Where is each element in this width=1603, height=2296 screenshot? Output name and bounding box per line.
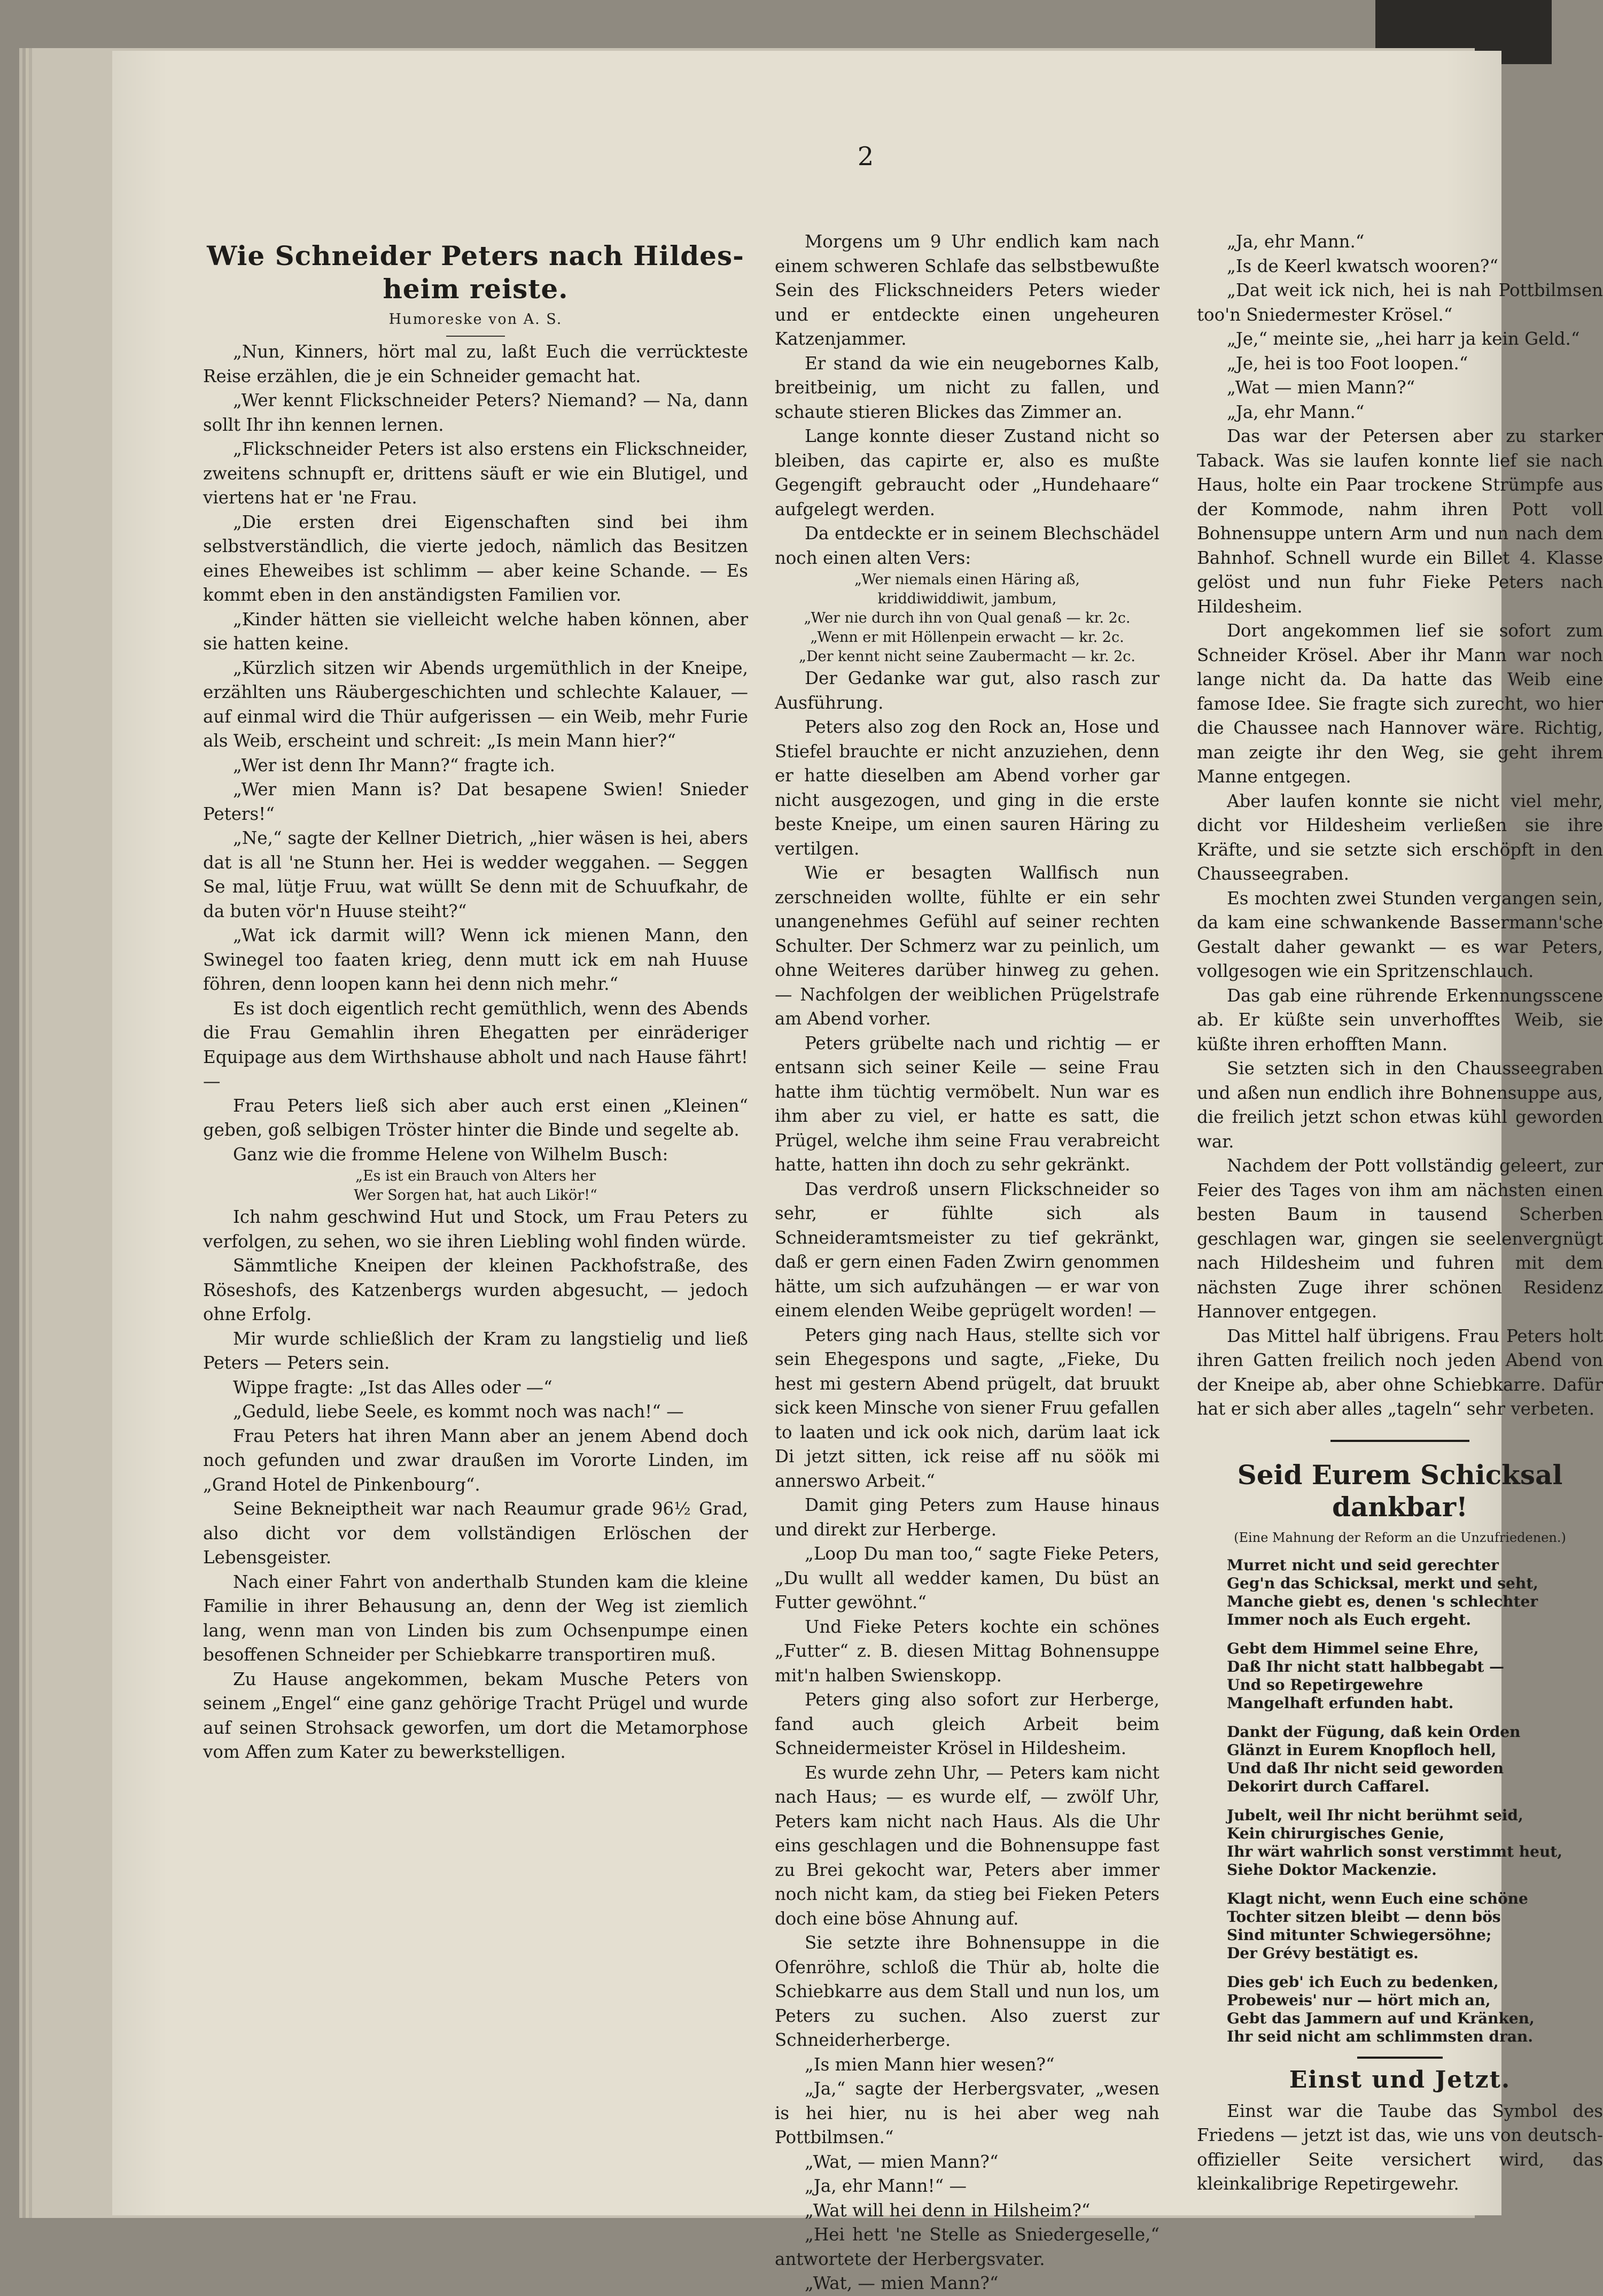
verse-line: Wer Sorgen hat, hat auch Likör!“ <box>354 1187 597 1204</box>
paragraph: Zu Hause angekommen, bekam Musche Peters von seinem „Engel“ eine ganz gehörige Tracht Prügel und wurde auf seinen Strohsack geworfen, um dort die Metamorphose vom Affen zum Kater zu bewerkstelligen. <box>203 1669 748 1762</box>
paragraph: „Wat, — mien Mann?“ <box>805 2151 999 2172</box>
poem-line: Manche giebt es, denen 's schlechter <box>1227 1592 1538 1610</box>
paragraph: Dort angekommen lief sie sofort zum Schneider Krösel. Aber ihr Mann war noch lange nicht da. Da hatte das Weib eine famose Idee. Sie fragte sich zurecht, wo hier die Chaussee nach Hannover wäre. Richtig, man zeigte ihr den Weg, sie geht ihrem Manne entgegen. <box>1197 620 1603 787</box>
byline-divider <box>446 336 505 337</box>
headline-line-2: heim reiste. <box>383 273 569 305</box>
paragraph: Der Gedanke war gut, also rasch zur Ausführung. <box>775 668 1160 713</box>
paragraph: Peters also zog den Rock an, Hose und Stiefel brauchte er nicht anzuziehen, denn er hatte dieselben am Abend vorher gar nicht ausgezogen, und ging in die erste beste Kneipe, um einen sauren Häring zu vertilgen. <box>775 717 1160 859</box>
middle-paragraphs <box>775 230 1160 570</box>
poem-title: Seid Eurem Schicksal dankbar! <box>1237 1459 1563 1523</box>
poem-line: Und daß Ihr nicht seid geworden <box>1227 1759 1504 1777</box>
paragraph: „Kinder hätten sie vielleicht welche haben können, aber sie hatten keine. <box>203 609 748 654</box>
paragraph: Da entdeckte er in seinem Blechschädel noch einen alten Vers: <box>775 523 1160 568</box>
paragraph: Aber laufen konnte sie nicht viel mehr, dicht vor Hildesheim verließen sie ihre Kräfte, und sie setzte sich erschöpft in den Chausseegraben. <box>1197 790 1603 884</box>
paragraph: „Ja, ehr Mann.“ <box>1227 231 1365 252</box>
poem-line: Siehe Doktor Mackenzie. <box>1227 1860 1437 1879</box>
section-text: Einst war die Taube das Symbol des Friedens — jetzt ist das, wie uns von deutsch-offizieller Seite versichert wird, das kleinkalibrige Repetirgewehr. <box>1197 2100 1603 2194</box>
paragraph: „Wer kennt Flickschneider Peters? Niemand? — Na, dann sollt Ihr ihn kennen lernen. <box>203 390 748 435</box>
poem-line: Ihr wärt wahrlich sonst verstimmt heut, <box>1227 1842 1562 1860</box>
poem-line: Klagt nicht, wenn Euch eine schöne <box>1227 1889 1528 1907</box>
paragraph: „Dat weit ick nich, hei is nah Pottbilmsen too'n Sniedermester Krösel.“ <box>1197 280 1603 325</box>
column-left <box>203 230 748 2116</box>
headline-line-1: Wie Schneider Peters nach Hildes- <box>207 240 744 272</box>
paragraph: Sie setzten sich in den Chausseegraben und aßen nun endlich ihre Bohnensuppe aus, die freilich jetzt schon etwas kühl geworden war. <box>1197 1058 1603 1152</box>
paragraph: Sämmtliche Kneipen der kleinen Packhofstraße, des Röseshofs, des Katzenbergs wurden abgesucht, — jedoch ohne Erfolg. <box>203 1255 748 1324</box>
poem-line: Gebt das Jammern auf und Kränken, <box>1227 2009 1535 2027</box>
column-middle <box>775 230 1160 2293</box>
section-divider-small <box>1357 2057 1443 2059</box>
paragraph: Mir wurde schließlich der Kram zu langstielig und ließ Peters — Peters sein. <box>203 1328 748 1373</box>
paragraph: Nachdem der Pott vollständig geleert, zur Feier des Tages von ihm am nächsten einen besten Baum in tausend Scherben geschlagen war, gingen sie seelenvergnügt nach Hildesheim und fuhren mit dem nächsten Zuge ihrer schönen Residenz Hannover entgegen. <box>1197 1155 1603 1322</box>
section-divider <box>1330 1440 1469 1442</box>
paragraph: „Loop Du man too,“ sagte Fieke Peters, „Du wullt all wedder kamen, Du büst an Futter gewöhnt.“ <box>775 1543 1160 1612</box>
poem-line: Tochter sitzen bleibt — denn bös <box>1227 1907 1501 1926</box>
paragraph: Das war der Petersen aber zu starker Taback. Was sie laufen konnte lief sie nach Haus, holte ein Paar trockene Strümpfe aus der Kommode, nahm ihren Pott voll Bohnensuppe untern Arm und nun nach dem Bahnhof. Schnell wurde ein Billet 4. Klasse gelöst und nun fuhr Fieke Peters nach Hildesheim. <box>1197 426 1603 617</box>
paragraph: Frau Peters hat ihren Mann aber an jenem Abend doch noch gefunden und zwar draußen im Vororte Linden, im „Grand Hotel de Pinkenbourg“. <box>203 1425 748 1495</box>
paragraph: Lange konnte dieser Zustand nicht so bleiben, das capirte er, also es mußte Gegengift gebraucht oder „Hundehaare“ aufgelegt werden. <box>775 426 1160 519</box>
poem-line: Der Grévy bestätigt es. <box>1227 1944 1419 1962</box>
paragraph: „Hei hett 'ne Stelle as Sniedergeselle,“ antwortete der Herbergsvater. <box>775 2224 1160 2269</box>
paragraph: Er stand da wie ein neugebornes Kalb, breitbeinig, um nicht zu fallen, und schaute stieren Blickes das Zimmer an. <box>775 353 1160 422</box>
paragraph: „Ja, ehr Mann.“ <box>1227 401 1365 422</box>
section-title: Einst und Jetzt. <box>1289 2066 1511 2093</box>
verse-busch <box>203 1167 748 1205</box>
paragraph: Ich nahm geschwind Hut und Stock, um Frau Peters zu verfolgen, zu sehen, wo sie ihren Liebling wohl finden würde. <box>203 1207 748 1252</box>
paragraph: Peters ging nach Haus, stellte sich vor sein Ehegespons und sagte, „Fieke, Du hest mi gestern Abend prügelt, dat bruukt sick keen Minsche von siener Fruu gefallen to laaten und ick ook nich, darüm laat ick Di jetzt sitten, ick reise aff nu söök mi annerswo Arbeit.“ <box>775 1324 1160 1491</box>
paragraph: Das Mittel half übrigens. Frau Peters holt ihren Gatten freilich noch jeden Abend von der Kneipe ab, aber ohne Schiebkarre. Dafür hat er sich aber alles „tageln“ sehr verbeten. <box>1197 1325 1603 1419</box>
verse-line: „Wenn er mit Höllenpein erwacht — kr. 2c. <box>810 629 1124 646</box>
poem-line: Mangelhaft erfunden habt. <box>1227 1694 1454 1712</box>
article-byline: Humoreske von A. S. <box>388 311 563 328</box>
verse-line: kriddiwiddiwit, jambum, <box>877 591 1057 607</box>
paragraph: Nach einer Fahrt von anderthalb Stunden kam die kleine Familie in ihrer Behausung an, denn der Weg ist ziemlich lang, wenn man von Linden bis zum Ochsenpumpe einen besoffenen Schneider per Schiebkarre transportiren muß. <box>203 1571 748 1665</box>
poem-line: Immer noch als Euch ergeht. <box>1227 1610 1471 1628</box>
paragraph: „Wat ick darmit will? Wenn ick mienen Mann, den Swinegel too faaten krieg, denn mutt ick em nah Huuse föhren, denn loopen kann hei denn nich mehr.“ <box>203 925 748 994</box>
poem-stanza <box>1227 1806 1603 1879</box>
poem-line: Ihr seid nicht am schlimmsten dran. <box>1227 2027 1533 2045</box>
column-right <box>1197 230 1603 2194</box>
paragraph: „Wat will hei denn in Hilsheim?“ <box>805 2200 1091 2221</box>
paragraph: „Wer mien Mann is? Dat besapene Swien! Snieder Peters!“ <box>203 779 748 824</box>
paragraph: Morgens um 9 Uhr endlich kam nach einem schweren Schlafe das selbstbewußte Sein des Flickschneiders Peters wieder und er entdeckte einen ungeheuren Katzenjammer. <box>775 231 1160 349</box>
paragraph: „Die ersten drei Eigenschaften sind bei ihm selbstverständlich, die vierte jedoch, nämlich das Besitzen eines Eheweibes ist schlimm — aber keine Schande. — Es kommt eben in den anständigsten Familien vor. <box>203 511 748 605</box>
paragraph: „Ne,“ sagte der Kellner Dietrich, „hier wäsen is hei, abers dat is all 'ne Stunn her. Hei is wedder weggahen. — Seggen Se mal, lütje Fruu, wat wüllt Se denn mit de Schuufkahr, de da buten vör'n Huuse steiht?“ <box>203 828 748 921</box>
poem-line: Probeweis' nur — hört mich an, <box>1227 1991 1491 2009</box>
poem-stanza <box>1227 1890 1603 1963</box>
verse-line: „Der kennt nicht seine Zaubermacht — kr. 2c. <box>798 648 1136 665</box>
poem-subtitle: (Eine Mahnung der Reform an die Unzufriedenen.) <box>1234 1530 1566 1545</box>
poem-stanza <box>1227 1973 1603 2046</box>
paragraph: Es wurde zehn Uhr, — Peters kam nicht nach Haus; — es wurde elf, — zwölf Uhr, Peters kam nicht nach Haus. Als die Uhr eins geschlagen und die Bohnensuppe fast zu Brei gekocht war, Peters aber immer noch nicht kam, da stieg bei Fieken Peters doch eine böse Ahnung auf. <box>775 1762 1160 1929</box>
poem-line: Dies geb' ich Euch zu bedenken, <box>1227 1973 1499 1991</box>
poem-line: Jubelt, weil Ihr nicht berühmt seid, <box>1227 1806 1523 1824</box>
newspaper-page <box>112 51 1603 2293</box>
poem-stanza <box>1227 1640 1603 1712</box>
paragraph: „Kürzlich sitzen wir Abends urgemüthlich in der Kneipe, erzählten uns Räubergeschichten und schlechte Kalauer, — auf einmal wird die Thür aufgerissen — ein Weib, mehr Furie als Weib, erscheint und schreit: „Is mein Mann hier?“ <box>203 657 748 751</box>
article-headline <box>203 239 748 306</box>
paragraph: „Nun, Kinners, hört mal zu, laßt Euch die verrückteste Reise erzählen, die je ein Schneider gemacht hat. <box>203 342 748 386</box>
paragraph: Seine Bekneiptheit war nach Reaumur grade 96½ Grad, also dicht vor dem vollständigen Erlöschen der Lebensgeister. <box>203 1499 748 1568</box>
paragraph: „Wat, — mien Mann?“ <box>805 2273 999 2293</box>
poem-line: Und so Repetirgewehre <box>1227 1676 1423 1694</box>
paragraph: „Geduld, liebe Seele, es kommt noch was nach!“ — <box>233 1401 684 1422</box>
paragraph: Peters grübelte nach und richtig — er entsann sich seiner Keile — seine Frau hatte ihm tüchtig vermöbelt. Nun war es ihm aber zu viel, er hatte es satt, die Prügel, welche ihm seine Frau verabreicht hatte, hatten ihn doch zu sehr gekränkt. <box>775 1033 1160 1175</box>
poem-line: Glänzt in Eurem Knopfloch hell, <box>1227 1741 1497 1759</box>
paragraph: „Wat — mien Mann?“ <box>1227 377 1415 398</box>
poem-line: Kein chirurgisches Genie, <box>1227 1824 1445 1842</box>
right-paragraphs <box>1197 230 1603 1422</box>
page-number: 2 <box>857 142 874 172</box>
paragraph: „Wer ist denn Ihr Mann?“ fragte ich. <box>233 755 555 775</box>
paragraph: „Flickschneider Peters ist also erstens ein Flickschneider, zweitens schnupft er, drittens säuft er wie ein Blutigel, und viertens hat er 'ne Frau. <box>203 439 748 508</box>
paragraph: Es mochten zwei Stunden vergangen sein, da kam eine schwankende Bassermann'sche Gestalt daher gewankt — es war Peters, vollgesogen wie ein Spritzenschlauch. <box>1197 888 1603 981</box>
poem-line: Gebt dem Himmel seine Ehre, <box>1227 1639 1479 1657</box>
verse-line: „Wer nie durch ihn von Qual genaß — kr. 2c. <box>804 610 1131 626</box>
paragraph: „Ja, ehr Mann!“ — <box>805 2176 967 2196</box>
poem-line: Sind mitunter Schwiegersöhne; <box>1227 1926 1492 1944</box>
paragraph: Und Fieke Peters kochte ein schönes „Futter“ z. B. diesen Mittag Bohnensuppe mit'n halben Swienskopp. <box>775 1616 1160 1686</box>
poem-line: Dankt der Fügung, daß kein Orden <box>1227 1723 1521 1741</box>
paragraph: Das gab eine rührende Erkennungsscene ab. Er küßte sein unverhofftes Weib, sie küßte ihren erhofften Mann. <box>1197 985 1603 1054</box>
left-paragraphs <box>203 340 748 1167</box>
paragraph: Es ist doch eigentlich recht gemüthlich, wenn des Abends die Frau Gemahlin ihren Ehegatten per einräderiger Equipage aus dem Wirthshause abholt und nach Hause fährt! — <box>203 998 748 1091</box>
paragraph: Das verdroß unsern Flickschneider so sehr, er fühlte sich als Schneideramtsmeister zu tief gekränkt, daß er gern einen Faden Zwirn genommen hätte, um sich aufzuhängen — er war von einem elenden Weibe geprügelt worden! — <box>775 1178 1160 1321</box>
paragraph: Peters ging also sofort zur Herberge, fand auch gleich Arbeit beim Schneidermeister Krösel in Hildesheim. <box>775 1689 1160 1758</box>
paragraph: Sie setzte ihre Bohnensuppe in die Ofenröhre, schloß die Thür ab, holte die Schiebkarre aus dem Stall und nun los, um Peters zu suchen. Also zuerst zur Schneiderherberge. <box>775 1933 1160 2050</box>
paragraph: „Je, hei is too Foot loopen.“ <box>1227 353 1468 374</box>
paragraph: Wippe fragte: „Ist das Alles oder —“ <box>233 1377 553 1398</box>
poem-line: Geg'n das Schicksal, merkt und seht, <box>1227 1574 1538 1592</box>
paragraph: Frau Peters ließ sich aber auch erst einen „Kleinen“ geben, goß selbigen Tröster hinter die Binde und segelte ab. <box>203 1095 748 1140</box>
paragraph: „Is mien Mann hier wesen?“ <box>805 2054 1055 2075</box>
paragraph: „Is de Keerl kwatsch wooren?“ <box>1227 255 1498 276</box>
left-paragraphs-continued <box>203 1205 748 1765</box>
poem-line: Daß Ihr nicht statt halbbegabt — <box>1227 1657 1505 1676</box>
poem-stanza <box>1227 1723 1603 1796</box>
verse-line: „Es ist ein Brauch von Alters her <box>355 1168 596 1184</box>
verse-haering <box>775 570 1160 666</box>
paragraph: „Ja,“ sagte der Herbergsvater, „wesen is hei hier, nu is hei aber weg nah Pottbilmsen.“ <box>775 2078 1160 2147</box>
poem-line: Murret nicht und seid gerechter <box>1227 1556 1499 1574</box>
poem-stanzas <box>1197 1556 1603 2046</box>
poem-line: Dekorirt durch Caffarel. <box>1227 1777 1430 1795</box>
paragraph: „Je,“ meinte sie, „hei harr ja kein Geld.“ <box>1227 329 1580 349</box>
paragraph: Ganz wie die fromme Helene von Wilhelm Busch: <box>233 1144 668 1165</box>
paragraph: Wie er besagten Wallfisch nun zerschneiden wollte, fühlte er ein sehr unangenehmes Gefühl auf seiner rechten Schulter. Der Schmerz war zu peinlich, um ohne Weiteres darüber hinweg zu gehen. — Nachfolgen der weiblichen Prügelstrafe am Abend vorher. <box>775 863 1160 1029</box>
paragraph: Damit ging Peters zum Hause hinaus und direkt zur Herberge. <box>775 1495 1160 1540</box>
middle-paragraphs-continued <box>775 666 1160 2296</box>
verse-line: „Wer niemals einen Häring aß, <box>854 571 1080 588</box>
poem-stanza <box>1227 1556 1603 1629</box>
